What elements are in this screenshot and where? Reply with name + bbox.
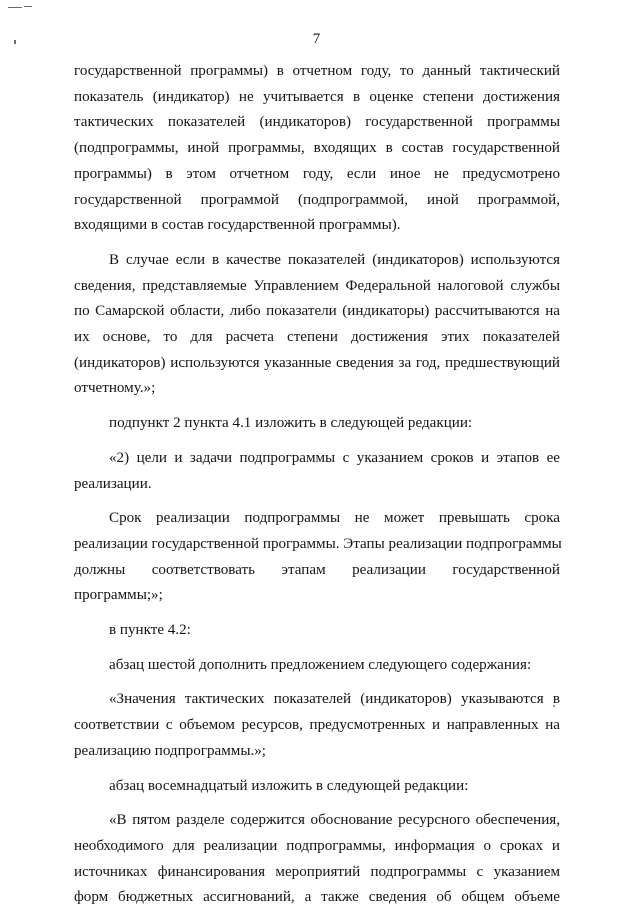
text-line: государственной программой (подпрограммой, иной программой, bbox=[74, 191, 560, 208]
text-line: их основе, то для расчета степени достижения этих показателей bbox=[74, 329, 560, 346]
paragraph-paragraph-eighteen-intro bbox=[74, 774, 560, 800]
document-body bbox=[74, 59, 560, 911]
paragraph-subitem-2-intro bbox=[74, 411, 560, 437]
text-line: «В пятом разделе содержится обоснование ресурсного обеспечения, bbox=[109, 812, 560, 829]
text-line: государственной программы) в отчетном году, то данный тактический bbox=[74, 63, 560, 79]
text-line: «Значения тактических показателей (индикаторов) указываются в bbox=[109, 691, 560, 708]
text-line: сведения, представляемые Управлением Федеральной налоговой службы bbox=[74, 277, 560, 294]
text-line: программы) в этом отчетном году, если иное не предусмотрено bbox=[74, 165, 560, 182]
paragraph-indicators-values bbox=[74, 687, 560, 764]
text-line: (подпрограммы, иной программы, входящих в состав государственной bbox=[74, 140, 560, 157]
text-line: реализации. bbox=[74, 475, 152, 492]
text-line: необходимого для реализации подпрограммы, информация о сроках и bbox=[74, 837, 560, 854]
scan-mark bbox=[24, 6, 32, 7]
paragraph-tax-service-paragraph bbox=[74, 248, 560, 402]
paragraph-item-4-2 bbox=[74, 618, 560, 644]
text-line: отчетному.»; bbox=[74, 380, 156, 397]
text-line: соответствии с объемом ресурсов, предусмотренных и направленных на bbox=[74, 717, 560, 734]
text-line: входящими в состав государственной программы). bbox=[74, 217, 401, 234]
text-line: в пункте 4.2: bbox=[109, 622, 191, 639]
paragraph-continuation bbox=[74, 59, 560, 239]
text-line: программы;»; bbox=[74, 587, 163, 604]
paragraph-term-paragraph bbox=[74, 506, 560, 609]
text-line: должны соответствовать этапам реализации государственной bbox=[74, 561, 560, 578]
text-line: реализации государственной программы. Этапы реализации подпрограммы bbox=[74, 535, 562, 552]
paragraph-paragraph-six-intro bbox=[74, 653, 560, 679]
text-line: подпункт 2 пункта 4.1 изложить в следующей редакции: bbox=[109, 415, 473, 432]
text-line: (индикаторов) используются указанные сведения за год, предшествующий bbox=[74, 354, 560, 371]
scan-mark bbox=[8, 7, 22, 8]
text-line: по Самарской области, либо показатели (индикаторы) рассчитываются на bbox=[74, 303, 560, 320]
text-line: абзац восемнадцатый изложить в следующей редакции: bbox=[109, 777, 469, 794]
text-line: тактических показателей (индикаторов) государственной программы bbox=[74, 114, 560, 131]
text-line: показатель (индикатор) не учитывается в оценке степени достижения bbox=[74, 88, 560, 105]
text-line: «2) цели и задачи подпрограммы с указанием сроков и этапов ее bbox=[109, 449, 560, 466]
text-line: источниках финансирования мероприятий подпрограммы с указанием bbox=[74, 863, 560, 880]
text-line: форм бюджетных ассигнований, а также сведения об общем объеме bbox=[74, 889, 560, 906]
text-line: Срок реализации подпрограммы не может превышать срока bbox=[109, 510, 560, 527]
paragraph-subitem-2-text bbox=[74, 446, 560, 497]
text-line: абзац шестой дополнить предложением следующего содержания: bbox=[109, 656, 532, 673]
text-line: В случае если в качестве показателей (индикаторов) используются bbox=[109, 251, 560, 268]
text-line: реализацию подпрограммы.»; bbox=[74, 742, 266, 759]
page-number: 7 bbox=[312, 31, 321, 47]
paragraph-fifth-section bbox=[74, 808, 560, 911]
